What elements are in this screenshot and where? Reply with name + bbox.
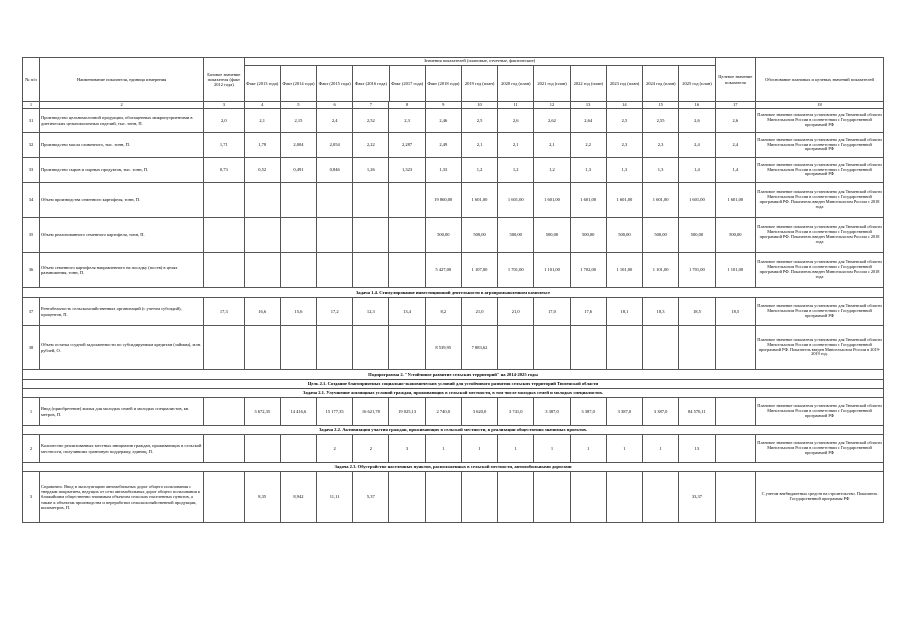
table-row (23, 298, 884, 326)
header-note: Обоснование плановых и целевых значений показателей (756, 58, 884, 102)
value-cell (642, 326, 678, 370)
value-cell (389, 183, 425, 218)
value-cell: 2,4 (715, 133, 755, 158)
value-cell (715, 435, 755, 463)
value-cell: 2,62 (534, 109, 570, 133)
column-number: 4 (244, 102, 280, 109)
value-cell: 3 (389, 435, 425, 463)
value-cell: 17,0 (534, 298, 570, 326)
value-cell: 2,1 (461, 133, 497, 158)
value-cell (204, 435, 244, 463)
value-cell: 0,491 (280, 158, 316, 183)
value-cell: 1 (498, 435, 534, 463)
value-cell: 2,1 (244, 109, 280, 133)
value-cell (715, 398, 755, 426)
row-number: 36 (23, 253, 40, 288)
column-number: 12 (534, 102, 570, 109)
value-cell: 1 601,00 (461, 183, 497, 218)
value-cell: 1 601,00 (679, 183, 715, 218)
value-cell (534, 326, 570, 370)
value-cell: 1 (642, 435, 678, 463)
header-year: 2025 год (план) (678, 66, 714, 101)
value-cell (353, 183, 389, 218)
value-cell (389, 253, 425, 288)
table-row (23, 398, 884, 426)
value-cell: 1,3 (570, 158, 606, 183)
value-cell: 500,00 (570, 218, 606, 253)
header-year: Факт (2014 года) (280, 66, 316, 101)
value-cell: 1,78 (244, 133, 280, 158)
value-cell: 500,00 (679, 218, 715, 253)
value-cell: 3 672,35 (244, 398, 280, 426)
value-cell (244, 183, 280, 218)
value-cell: 2,6 (715, 109, 755, 133)
value-cell: 2,6 (679, 109, 715, 133)
justification-note: Плановое значение показателя установлено для Тюменской области Минсельхозом России в соответствии с Государственной программой РФ. Показатель введен Минсельхозом России с 2018 года (756, 253, 884, 288)
value-cell: 2,22 (353, 133, 389, 158)
value-cell (534, 472, 570, 523)
value-cell: 2,49 (425, 133, 461, 158)
indicator-name: Объем производства семенного картофеля, тонн, П. (40, 183, 204, 218)
value-cell: 1 (534, 435, 570, 463)
value-cell (280, 218, 316, 253)
value-cell (425, 472, 461, 523)
value-cell: 19 025,13 (389, 398, 425, 426)
value-cell: 15 177,35 (317, 398, 353, 426)
value-cell: 18,1 (606, 298, 642, 326)
value-cell: 2 740,0 (425, 398, 461, 426)
value-cell (715, 472, 755, 523)
value-cell: 1 101,00 (642, 253, 678, 288)
subprogram-2-row (23, 370, 884, 380)
value-cell: 2,0 (204, 109, 244, 133)
column-number: 3 (204, 102, 244, 109)
value-cell: 21,0 (461, 298, 497, 326)
justification-note: Плановое значение показателя установлено для Тюменской области Минсельхозом России в соответствии с Государственной программой РФ (756, 435, 884, 463)
justification-note: Плановое значение показателя установлено для Тюменской области Минсельхозом России в соответствии с Государственной программой РФ (756, 158, 884, 183)
value-cell: 1 (461, 435, 497, 463)
indicator-name: Производство масла сливочного, тыс. тонн, П. (40, 133, 204, 158)
goal-2-1-row (23, 380, 884, 389)
value-cell: 3 387,0 (642, 398, 678, 426)
value-cell: 500,00 (534, 218, 570, 253)
value-cell: 1,323 (389, 158, 425, 183)
value-cell: 1,2 (461, 158, 497, 183)
justification-note: Плановое значение показателя установлено для Тюменской области Минсельхозом России в соответствии с Государственной программой РФ (756, 298, 884, 326)
value-cell: 15,6 (280, 298, 316, 326)
value-cell (204, 472, 244, 523)
row-number: 34 (23, 183, 40, 218)
value-cell: 1,3 (606, 158, 642, 183)
value-cell (204, 183, 244, 218)
value-cell: 1,26 (353, 158, 389, 183)
value-cell (244, 253, 280, 288)
value-cell (570, 326, 606, 370)
value-cell: 1,3 (642, 158, 678, 183)
value-cell: 2,004 (280, 133, 316, 158)
value-cell: 8,35 (244, 472, 280, 523)
row-number: 2 (23, 435, 40, 463)
value-cell: 18,5 (715, 298, 755, 326)
value-cell: 1,2 (534, 158, 570, 183)
column-number: 13 (570, 102, 606, 109)
value-cell (679, 326, 715, 370)
value-cell: 7 883,62 (461, 326, 497, 370)
value-cell: 500,00 (606, 218, 642, 253)
value-cell: 21,0 (498, 298, 534, 326)
value-cell: 1 601,00 (642, 183, 678, 218)
value-cell: 18,5 (679, 298, 715, 326)
value-cell: 2 (317, 435, 353, 463)
value-cell: 2,1 (534, 133, 570, 158)
value-cell: 2,054 (317, 133, 353, 158)
value-cell: 13,4 (389, 298, 425, 326)
table-row (23, 109, 884, 133)
goal-2-1-row-title: Цель 2.1. Создание благоприятных социально-экономических условий для устойчивого развития сельских территорий Тюменской области (23, 380, 884, 389)
justification-note: Плановое значение показателя установлено для Тюменской области Минсельхозом России в соответствии с Государственной программой РФ. Показатель введен Минсельхозом России с 2018 года (756, 183, 884, 218)
value-cell: 2,52 (353, 109, 389, 133)
row-number: 1 (23, 398, 40, 426)
value-cell (570, 472, 606, 523)
value-cell: 2,4 (317, 109, 353, 133)
value-cell: 2,1 (498, 133, 534, 158)
value-cell (353, 253, 389, 288)
justification-note: С учетом внебюджетных средств на строительство. Показатель Государственной программы РФ (756, 472, 884, 523)
value-cell: 17,2 (317, 298, 353, 326)
value-cell: 1 701,00 (679, 253, 715, 288)
value-cell: 1,4 (679, 158, 715, 183)
value-cell: 500,00 (498, 218, 534, 253)
header-year: 2023 год (план) (606, 66, 642, 101)
value-cell: 3 387,0 (606, 398, 642, 426)
value-cell (389, 326, 425, 370)
value-cell: 1 (606, 435, 642, 463)
justification-note: Плановое значение показателя установлено для Тюменской области Минсельхозом России в соответствии с Государственной программой РФ. Показатель введен Минсельхозом России с 2018 года (756, 218, 884, 253)
header-year: Факт (2013 года) (246, 80, 279, 86)
row-number: 33 (23, 158, 40, 183)
value-cell (280, 435, 316, 463)
value-cell (204, 326, 244, 370)
column-number: 5 (280, 102, 316, 109)
value-cell: 2,5 (461, 109, 497, 133)
value-cell: 16 621,78 (353, 398, 389, 426)
value-cell: 17,3 (204, 298, 244, 326)
header-year: Факт (2016 года) (352, 66, 388, 101)
column-number: 17 (715, 102, 755, 109)
value-cell: 5,37 (353, 472, 389, 523)
value-cell: 500,00 (642, 218, 678, 253)
header-year: Факт (2015 года) (316, 66, 352, 101)
value-cell: 1,71 (204, 133, 244, 158)
value-cell (204, 253, 244, 288)
value-cell: 3 620,0 (461, 398, 497, 426)
value-cell (280, 253, 316, 288)
value-cell: 2,6 (498, 109, 534, 133)
value-cell (204, 218, 244, 253)
value-cell (606, 326, 642, 370)
value-cell: 2,3 (606, 133, 642, 158)
value-cell: 1 101,00 (534, 253, 570, 288)
column-number: 14 (606, 102, 642, 109)
column-number: 18 (756, 102, 884, 109)
value-cell: 1,33 (425, 158, 461, 183)
value-cell: 8,942 (280, 472, 316, 523)
column-number: 8 (389, 102, 425, 109)
value-cell (317, 253, 353, 288)
task-2-2-row-title: Задача 2.2. Активизация участия граждан, проживающих в сельской местности, в реализации общественно значимых проектов. (23, 426, 884, 435)
value-cell: 1 701,00 (498, 253, 534, 288)
value-cell: 13 (679, 435, 715, 463)
value-cell: 84 570,11 (679, 398, 715, 426)
value-cell: 500,00 (425, 218, 461, 253)
indicator-name: Производство цельномолочной продукции, обогащенных микронутриентами в диетических цельномолочных изделий, тыс. тонн, П. (40, 109, 204, 133)
column-number: 7 (353, 102, 389, 109)
value-cell: 0,73 (204, 158, 244, 183)
header-year: 2024 год (план) (642, 66, 678, 101)
table-body (23, 102, 884, 523)
value-cell: 1 (425, 435, 461, 463)
value-cell: 3 387,0 (534, 398, 570, 426)
value-cell: 19 860,00 (425, 183, 461, 218)
value-cell: 3 387,0 (570, 398, 606, 426)
header-year: 2020 год (план) (497, 66, 533, 101)
header-target: Целевое значение показателя (715, 58, 755, 102)
value-cell: 0,846 (317, 158, 353, 183)
justification-note: Плановое значение показателя установлено для Тюменской области Минсельхозом России в соответствии с Государственной программой РФ (756, 109, 884, 133)
row-number: 38 (23, 326, 40, 370)
value-cell: 2,46 (425, 109, 461, 133)
indicator-name: Справочно. Ввод в эксплуатацию автомобильных дорог общего пользования с твердым покрытием, ведущих от сети автомобильных дорог общего пользования к ближайшим общественно значимым объектам сельских населенных пунктов, а также к объектам производства и переработки сельскохозяйственной продукции, километров, П. (40, 472, 204, 523)
header-year: 2021 год (план) (533, 66, 569, 101)
task-1-4-row (23, 288, 884, 298)
value-cell (244, 218, 280, 253)
table-row (23, 253, 884, 288)
task-2-1-row-title: Задача 2.1. Улучшение жилищных условий граждан, проживающих в сельской местности, в том числе молодых семей и молодых специалистов. (23, 389, 884, 398)
column-number-row (23, 102, 884, 109)
indicators-table (22, 57, 884, 523)
column-number: 11 (498, 102, 534, 109)
value-cell (353, 218, 389, 253)
header-group-cell (244, 58, 715, 102)
value-cell (317, 183, 353, 218)
value-cell: 2 (353, 435, 389, 463)
value-cell (642, 472, 678, 523)
row-number: 32 (23, 133, 40, 158)
value-cell: 2,64 (570, 109, 606, 133)
value-cell: 14 416,6 (280, 398, 316, 426)
value-cell: 3 741,0 (498, 398, 534, 426)
value-cell: 17,6 (570, 298, 606, 326)
value-cell (244, 326, 280, 370)
value-cell: 500,00 (715, 218, 755, 253)
value-cell: 2,3 (642, 133, 678, 158)
value-cell (461, 472, 497, 523)
value-cell: 18,3 (642, 298, 678, 326)
task-2-3-row-title: Задача 2.3. Обустройство населенных пунктов, расположенных в сельской местности, автомобильными дорогами (23, 463, 884, 472)
value-cell: 2,15 (280, 109, 316, 133)
value-cell: 2,2 (570, 133, 606, 158)
column-number: 15 (642, 102, 678, 109)
indicator-name: Объем реализованного семенного картофеля, тонн, П. (40, 218, 204, 253)
value-cell (498, 326, 534, 370)
value-cell: 8 539,95 (425, 326, 461, 370)
value-cell: 1 107,00 (461, 253, 497, 288)
value-cell (498, 472, 534, 523)
header-years (245, 66, 715, 101)
table-row (23, 133, 884, 158)
justification-note: Плановое значение показателя установлено для Тюменской области Минсельхозом России в соответствии с Государственной программой РФ (756, 398, 884, 426)
value-cell: 1 601,00 (715, 183, 755, 218)
value-cell: 5 427,00 (425, 253, 461, 288)
value-cell: 1 601,00 (498, 183, 534, 218)
value-cell: 1 601,00 (534, 183, 570, 218)
value-cell (715, 326, 755, 370)
task-2-3-row (23, 463, 884, 472)
row-number: 37 (23, 298, 40, 326)
header-year: 2022 год (план) (570, 66, 606, 101)
value-cell: 33,37 (679, 472, 715, 523)
value-cell: 2,5 (606, 109, 642, 133)
header-year: Факт (2018 года) (425, 66, 461, 101)
value-cell: 1 702,00 (570, 253, 606, 288)
column-number: 16 (679, 102, 715, 109)
table-row (23, 326, 884, 370)
header-base: Базовое значение показателя (факт 2012 года) (204, 58, 244, 102)
table-row (23, 218, 884, 253)
value-cell (606, 472, 642, 523)
column-number: 10 (461, 102, 497, 109)
header-year: 2019 год (план) (461, 66, 497, 101)
subprogram-2-row-title: Подпрограмма 2. "Устойчивое развитие сельских территорий" на 2014-2025 годы (23, 370, 884, 380)
value-cell: 1 601,00 (606, 183, 642, 218)
value-cell (317, 326, 353, 370)
table-row (23, 183, 884, 218)
header-group: Значения показателей (плановые, отчетные, фактические) (245, 58, 715, 66)
value-cell (317, 218, 353, 253)
header-num: № п/п (23, 58, 40, 102)
indicator-name: Объем остатка ссудной задолженности по субсидируемым кредитам (займам), млн. рублей, О. (40, 326, 204, 370)
indicator-name: Производство сыров и сырных продуктов, тыс. тонн, П. (40, 158, 204, 183)
value-cell: 1 (570, 435, 606, 463)
column-number: 2 (40, 102, 204, 109)
column-number: 1 (23, 102, 40, 109)
row-number: 35 (23, 218, 40, 253)
value-cell (389, 218, 425, 253)
justification-note: Плановое значение показателя установлено для Тюменской области Минсельхозом России в соответствии с Государственной программой РФ. Показатель введен Минсельхозом России в 2019-2019 год. (756, 326, 884, 370)
task-2-2-row (23, 426, 884, 435)
task-2-1-row (23, 389, 884, 398)
header-year: Факт (2017 года) (389, 66, 425, 101)
value-cell (280, 183, 316, 218)
value-cell (389, 472, 425, 523)
row-number: 31 (23, 109, 40, 133)
value-cell: 2,3 (389, 109, 425, 133)
indicator-name: Рентабельность сельскохозяйственных организаций (с учетом субсидий), процентов, П. (40, 298, 204, 326)
task-1-4-row-title: Задача 1.4. Стимулирование инвестиционной деятельности в агропромышленном комплексе (23, 288, 884, 298)
value-cell: 0,52 (244, 158, 280, 183)
value-cell: 500,00 (461, 218, 497, 253)
value-cell: 11,11 (317, 472, 353, 523)
column-number: 9 (425, 102, 461, 109)
value-cell: 1,2 (498, 158, 534, 183)
justification-note: Плановое значение показателя установлено для Тюменской области Минсельхозом России в соответствии с Государственной программой РФ (756, 133, 884, 158)
value-cell: 2,55 (642, 109, 678, 133)
value-cell: 1 101,00 (715, 253, 755, 288)
value-cell: 2,287 (389, 133, 425, 158)
indicator-name: Объем семенного картофеля направленного на посадку (посев) в целях размножения, тонн, П. (40, 253, 204, 288)
table-row (23, 472, 884, 523)
column-number: 6 (317, 102, 353, 109)
value-cell (353, 326, 389, 370)
value-cell: 1,4 (715, 158, 755, 183)
value-cell: 2,4 (679, 133, 715, 158)
table-row (23, 158, 884, 183)
value-cell: 1 101,00 (606, 253, 642, 288)
header-name: Наименование показателя, единица измерения (40, 58, 204, 102)
header-row (23, 58, 884, 102)
value-cell: 1 601,00 (570, 183, 606, 218)
value-cell (204, 398, 244, 426)
indicator-name: Количество реализованных местных инициатив граждан, проживающих в сельской местности, получивших грантовую поддержку, единиц, П. (40, 435, 204, 463)
indicator-name: Ввод (приобретение) жилья для молодых семей и молодых специалистов, кв. метров, П. (40, 398, 204, 426)
table-row (23, 435, 884, 463)
value-cell (244, 435, 280, 463)
value-cell: 12,3 (353, 298, 389, 326)
row-number: 3 (23, 472, 40, 523)
value-cell: 16,6 (244, 298, 280, 326)
value-cell (280, 326, 316, 370)
value-cell: 8,2 (425, 298, 461, 326)
